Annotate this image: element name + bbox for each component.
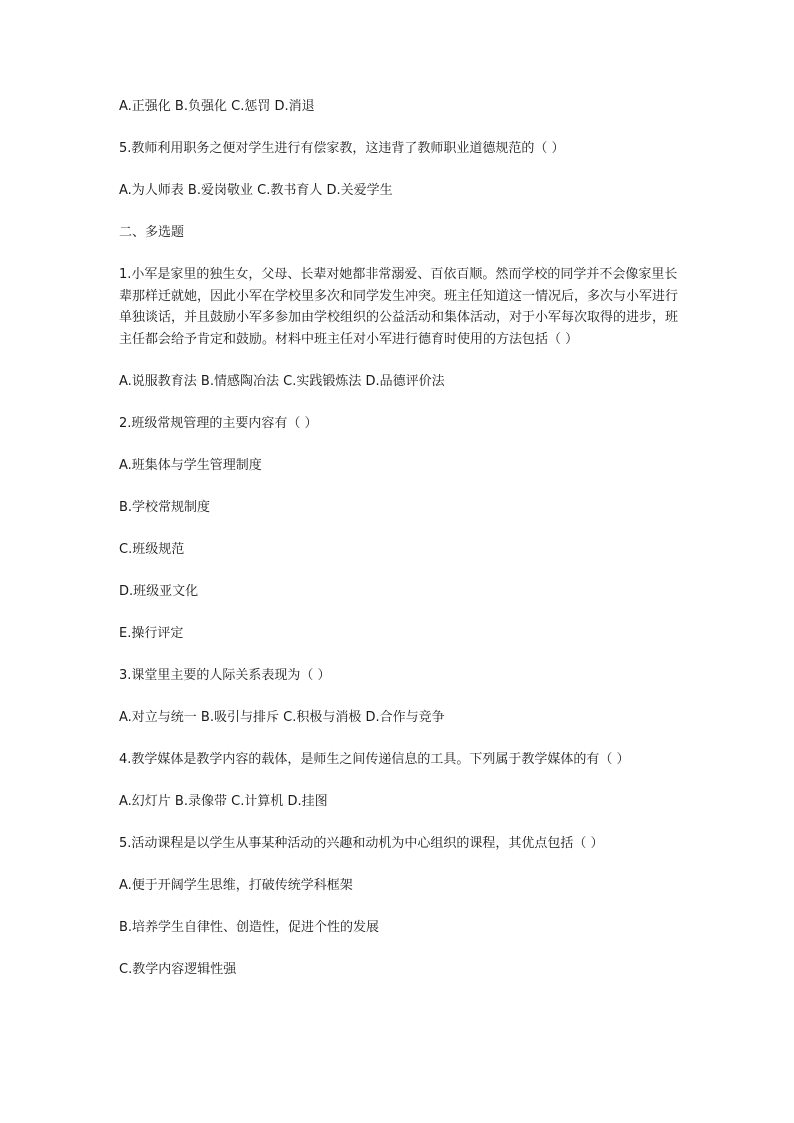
mc2-stem: 2.班级常规管理的主要内容有（ ）	[119, 415, 318, 431]
q5-options: A.为人师表 B.爱岗敬业 C.教书育人 D.关爱学生	[119, 183, 393, 198]
mc2-option-a: A.班集体与学生管理制度	[119, 457, 262, 473]
mc2-option-c: C.班级规范	[119, 541, 185, 557]
mc4-stem: 4.教学媒体是教学内容的载体，是师生之间传递信息的工具。下列属于教学媒体的有（ ）	[119, 751, 630, 767]
document-page	[119, 96, 679, 1001]
q4-options: A.正强化 B.负强化 C.惩罚 D.消退	[119, 99, 315, 114]
mc2-option-b: B.学校常规制度	[119, 499, 211, 515]
section-heading-multiple-choice: 二、多选题	[119, 225, 185, 240]
mc1-options: A.说服教育法 B.情感陶冶法 C.实践锻炼法 D.品德评价法	[119, 373, 445, 389]
mc4-options: A.幻灯片 B.录像带 C.计算机 D.挂图	[119, 793, 328, 809]
mc1-stem: 1.小军是家里的独生女，父母、长辈对她都非常溺爱、百依百顺。然而学校的同学并不会像家里长辈那样迁就她，因此小军在学校里多次和同学发生冲突。班主任知道这一情况后，多次与小军进行单独谈话，并且鼓励小军多参加由学校组织的公益活动和集体活动，对于小军每次取得的进步，班主任都会给予肯定和鼓励。材料中班主任对小军进行德育时使用的方法包括（ ）	[119, 267, 679, 347]
mc5-option-a: A.便于开阔学生思维，打破传统学科框架	[119, 877, 353, 893]
mc3-options: A.对立与统一 B.吸引与排斥 C.积极与消极 D.合作与竞争	[119, 709, 445, 725]
mc2-option-e: E.操行评定	[119, 625, 184, 641]
mc5-option-c: C.教学内容逻辑性强	[119, 961, 237, 977]
mc5-option-b: B.培养学生自律性、创造性，促进个性的发展	[119, 919, 380, 935]
mc2-option-d: D.班级亚文化	[119, 583, 199, 599]
mc5-stem: 5.活动课程是以学生从事某种活动的兴趣和动机为中心组织的课程，其优点包括（ ）	[119, 835, 604, 851]
mc3-stem: 3.课堂里主要的人际关系表现为（ ）	[119, 667, 331, 683]
q5-stem: 5.教师利用职务之便对学生进行有偿家教，这违背了教师职业道德规范的（ ）	[119, 141, 565, 156]
